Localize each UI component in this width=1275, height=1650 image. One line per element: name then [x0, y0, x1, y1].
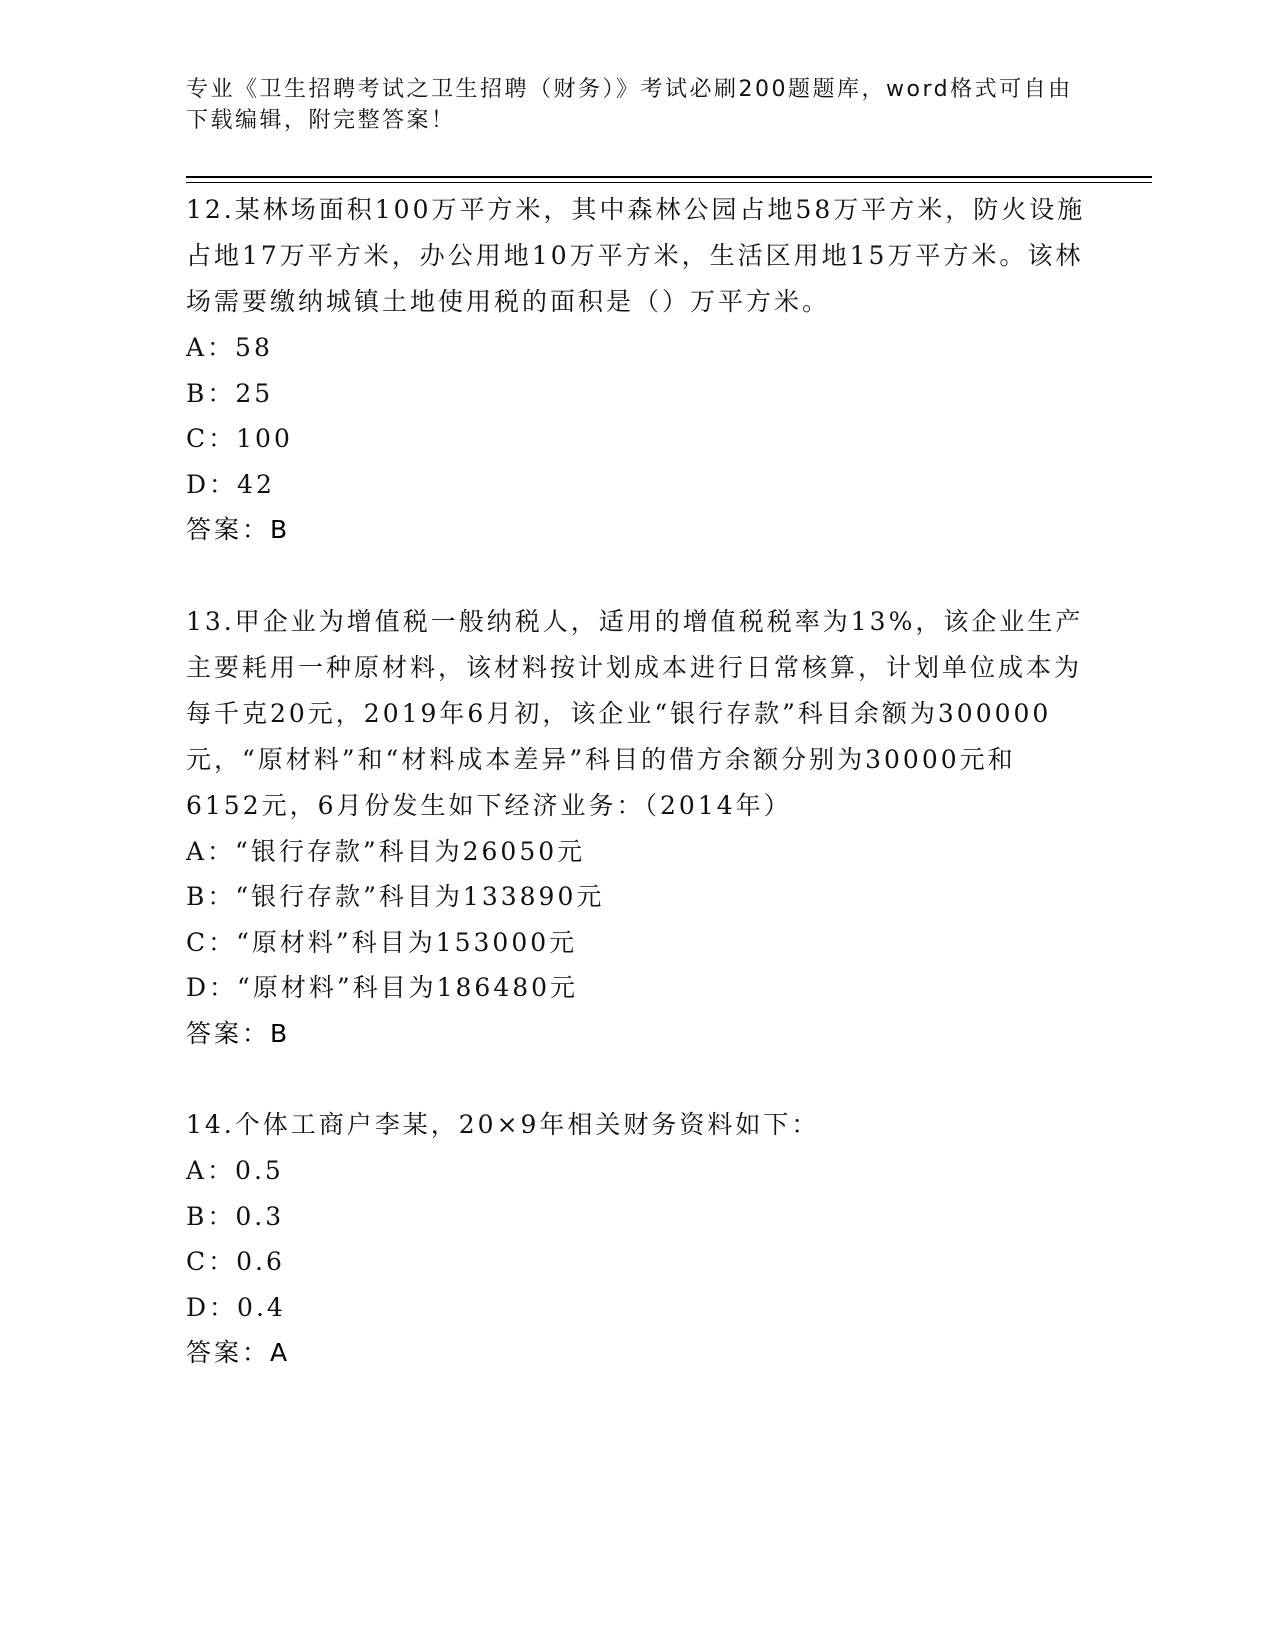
option-a: A：“银行存款”科目为26050元: [186, 836, 586, 866]
option-d: D：42: [186, 469, 275, 499]
option-b: B：“银行存款”科目为133890元: [186, 882, 605, 911]
option-b: B：0.3: [186, 1201, 285, 1231]
header-rule-thick: [186, 176, 1152, 178]
option-b: B：25: [186, 378, 274, 408]
option-d: D：0.4: [186, 1292, 286, 1322]
question-stem: 13.甲企业为增值税一般纳税人，适用的增值税税率为13%，该企业生产主要耗用一种原材料，该材料按计划成本进行日常核算，计划单位成本为每千克20元，2019年6月初，该企业“银行存款”科目余额为300000元，“原材料”和“材料成本差异”科目的借方余额分别为30000元和6152元，6月份发生如下经济业务：（2014年）: [186, 606, 1084, 820]
option-a: A：58: [186, 333, 273, 362]
question-list: [186, 187, 1086, 1376]
answer: 答案：B: [186, 1018, 291, 1048]
question-12: [186, 187, 1086, 553]
question-13: [186, 599, 1086, 1057]
option-c: C：0.6: [186, 1247, 285, 1276]
option-c: C：100: [186, 424, 293, 453]
answer: 答案：B: [186, 515, 291, 544]
question-stem: 14.个体工商户李某，20×9年相关财务资料如下：: [186, 1110, 820, 1139]
answer: 答案：A: [186, 1338, 291, 1367]
header-rule-thin: [186, 182, 1152, 183]
option-c: C：“原材料”科目为153000元: [186, 927, 578, 957]
question-stem: 12.某林场面积100万平方米，其中森林公园占地58万平方米，防火设施占地17万平方米，办公用地10万平方米，生活区用地15万平方米。该林场需要缴纳城镇土地使用税的面积是（）万平方米。: [186, 195, 1086, 316]
option-a: A：0.5: [186, 1156, 284, 1185]
document-header: 专业《卫生招聘考试之卫生招聘（财务）》考试必刷200题题库，word格式可自由下载编辑，附完整答案！: [186, 77, 1073, 133]
option-d: D：“原材料”科目为186480元: [186, 973, 579, 1002]
question-14: [186, 1102, 1086, 1376]
